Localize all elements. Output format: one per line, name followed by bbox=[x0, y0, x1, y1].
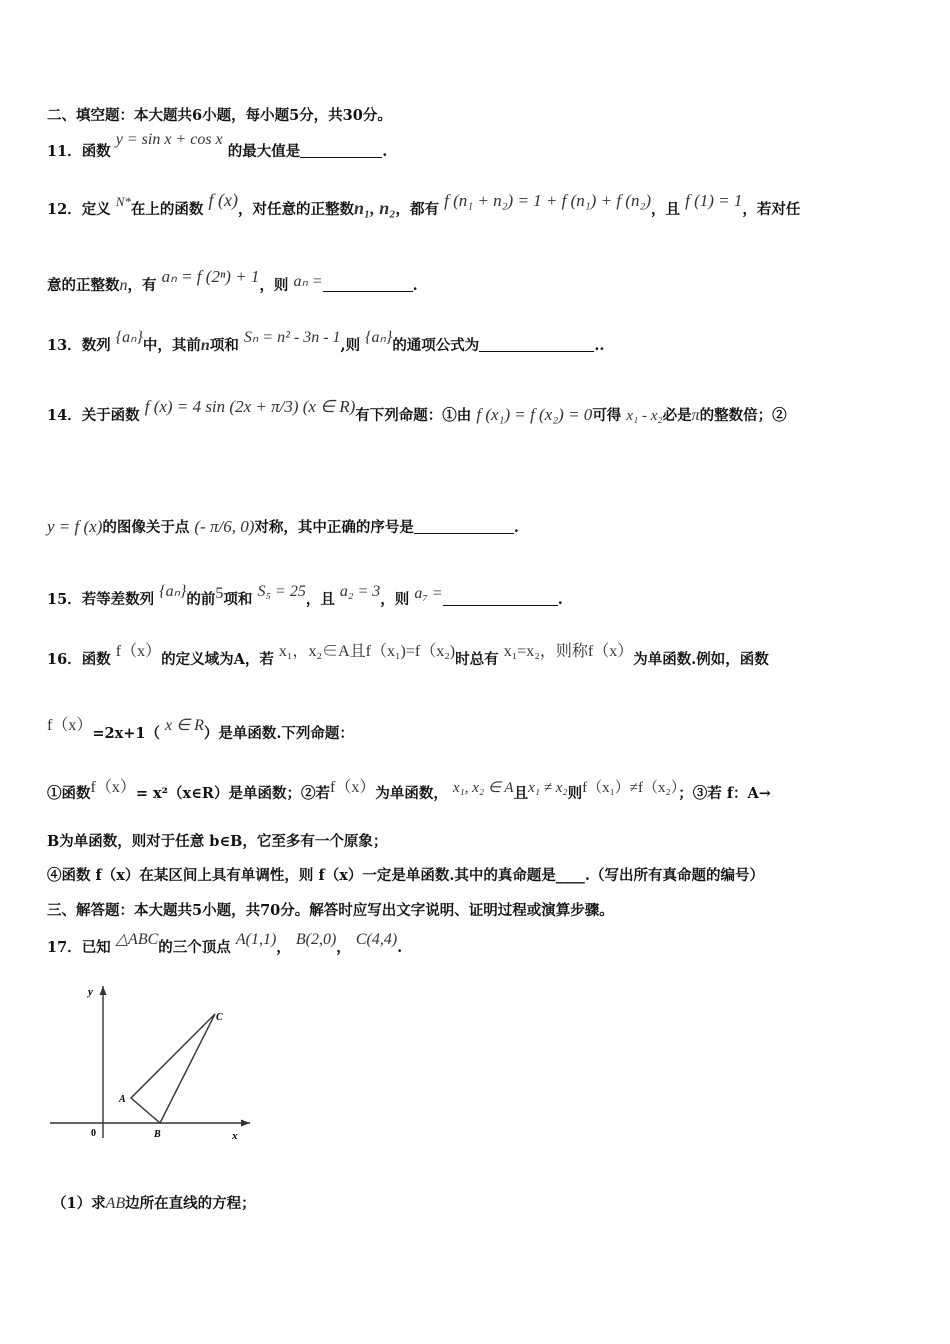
q12-line2-text: 意的正整数 bbox=[47, 277, 120, 294]
question-17-part-1 bbox=[52, 1192, 256, 1213]
q17-point-b: B(2,0) bbox=[295, 931, 337, 948]
question-16-line-3 bbox=[47, 780, 771, 803]
section-3-heading: 三、解答题：本大题共5小题，共70分。解答时应写出文字说明、证明过程或演算步骤。 bbox=[47, 902, 614, 919]
q11-number: 11． bbox=[47, 143, 82, 160]
q12-text-2: 在上的函数 bbox=[130, 201, 204, 218]
q14-function: f (x) = 4 sin (2x + π/3) (x ∈ R) bbox=[144, 397, 356, 416]
q12-n: n bbox=[119, 277, 128, 294]
q12-set: N* bbox=[115, 194, 131, 209]
q14-text-2: 有下列命题：①由 bbox=[355, 407, 472, 424]
question-15 bbox=[47, 583, 563, 609]
q16-text-2: 的定义域为A，若 bbox=[161, 651, 274, 668]
q13-text-2: 中，其前 bbox=[142, 337, 201, 354]
y-axis-arrow bbox=[100, 986, 107, 995]
q13-answer-blank[interactable] bbox=[479, 337, 594, 352]
q16-text-3: 时总有 bbox=[455, 651, 499, 668]
q16-line3-text-5: 则 bbox=[567, 785, 583, 802]
q12-number: 12． bbox=[47, 201, 82, 218]
q12-end: . bbox=[412, 277, 418, 294]
q16-line2-text: ）是单函数.下列命题： bbox=[203, 725, 354, 742]
q12-an: aₙ = bbox=[293, 273, 323, 290]
vertex-b-label: B bbox=[154, 1129, 161, 1140]
q17-part1-ab: AB bbox=[105, 1195, 126, 1212]
q13-n: n bbox=[200, 337, 210, 354]
q14-y-function: y = f (x) bbox=[47, 517, 103, 536]
section-2-heading: 二、填空题：本大题共6小题，每小题5分，共30分。 bbox=[47, 107, 392, 124]
q16-line2-fx: f（x） bbox=[47, 717, 93, 734]
q15-sequence: {aₙ} bbox=[159, 583, 187, 600]
q17-number: 17． bbox=[47, 939, 82, 956]
q16-line3-text-3: 为单函数， bbox=[375, 785, 448, 802]
q17-triangle: △ABC bbox=[115, 931, 159, 948]
q16-line3-text: ①函数 bbox=[47, 785, 91, 802]
q16-line3-fx-2: f（x） bbox=[329, 779, 376, 796]
q15-text-4: ，且 bbox=[305, 591, 335, 608]
q14-answer-blank[interactable] bbox=[414, 519, 514, 534]
q12-text-3: ，对任意的正整数 bbox=[237, 201, 354, 218]
q16-conclusion: x₁=x₂，则称f（x） bbox=[503, 643, 634, 660]
q17-text: 已知 bbox=[81, 939, 111, 956]
q12-function: f (x) bbox=[208, 190, 238, 210]
y-axis-label: y bbox=[88, 986, 93, 998]
question-16-line-4: B为单函数，则对于任意 b∈B，它至多有一个原象； bbox=[47, 833, 388, 850]
q12-text-5: ，且 bbox=[651, 201, 681, 218]
x-axis-arrow bbox=[241, 1120, 250, 1127]
vertex-c-label: C bbox=[216, 1012, 223, 1023]
x-axis-label: x bbox=[232, 1130, 238, 1142]
question-17 bbox=[47, 931, 403, 957]
q14-text: 关于函数 bbox=[81, 407, 140, 424]
q14-text-4: 必是 bbox=[662, 407, 692, 424]
q14-line2-text: 的图像关于点 bbox=[102, 519, 190, 536]
q14-text-3: 可得 bbox=[592, 407, 622, 424]
q14-difference: x₁ - x₂ bbox=[626, 408, 663, 424]
q16-line2-equation: =2x+1（ bbox=[92, 725, 160, 742]
triangle-figure bbox=[45, 978, 260, 1143]
q15-five: 5 bbox=[215, 585, 224, 602]
q14-pi: π bbox=[691, 407, 700, 424]
q13-sum: Sₙ = n² - 3n - 1 bbox=[243, 329, 341, 346]
q11-text-2: 的最大值是 bbox=[227, 143, 301, 160]
q17-part1-text: 边所在直线的方程； bbox=[125, 1195, 256, 1212]
q15-text: 若等差数列 bbox=[81, 591, 155, 608]
q16-text-4: 为单函数.例如，函数 bbox=[633, 651, 769, 668]
q13-number: 13． bbox=[47, 337, 82, 354]
q12-text-6: ，若对任 bbox=[742, 201, 801, 218]
q12-equation: f (n₁ + n₂) = 1 + f (n₁) + f (n₂) bbox=[444, 191, 652, 210]
triangle-abc bbox=[131, 1014, 215, 1123]
q13-end: .. bbox=[594, 337, 605, 354]
q11-formula: y = sin x + cos x bbox=[115, 131, 223, 148]
q16-line3-condition: x₁, x₂ ∈ A bbox=[452, 780, 514, 796]
q17-separator-2: ， bbox=[336, 939, 351, 956]
q16-fx: f（x） bbox=[115, 643, 162, 660]
q14-condition: f (x₁) = f (x₂) = 0 bbox=[476, 405, 593, 424]
question-13 bbox=[47, 329, 605, 355]
question-16-line-2 bbox=[47, 717, 354, 743]
q11-end: . bbox=[382, 143, 388, 160]
q11-text: 函数 bbox=[81, 143, 111, 160]
vertex-a-label: A bbox=[119, 1094, 126, 1105]
q13-text-5: 的通项公式为 bbox=[392, 337, 480, 354]
q16-line3-not-equal-2: f（x₁）≠f（x₂） bbox=[582, 780, 679, 796]
q11-answer-blank[interactable] bbox=[300, 143, 382, 158]
q15-a7: a₇ = bbox=[414, 585, 443, 602]
q12-vars: n₁, n₂ bbox=[353, 198, 396, 218]
q15-a2: a₂ = 3 bbox=[339, 583, 381, 600]
q16-line3-text-6: ；③若 f：A→ bbox=[678, 785, 771, 802]
q14-text-5: 的整数倍；② bbox=[699, 407, 787, 424]
q12-an-definition: aₙ = f (2ⁿ) + 1 bbox=[161, 267, 260, 286]
question-11 bbox=[47, 131, 388, 161]
q17-end: . bbox=[397, 939, 403, 956]
q15-s5: S₅ = 25 bbox=[257, 583, 306, 600]
q12-answer-blank[interactable] bbox=[323, 277, 413, 292]
q17-point-c: C(4,4) bbox=[355, 931, 398, 948]
q13-sequence: {aₙ} bbox=[115, 329, 143, 346]
question-12-line-2 bbox=[47, 267, 418, 295]
q15-text-2: 的前 bbox=[186, 591, 216, 608]
q16-line3-fx: f（x） bbox=[90, 779, 136, 796]
q14-line2-text-2: 对称，其中正确的序号是 bbox=[254, 519, 414, 536]
q15-answer-blank[interactable] bbox=[443, 591, 558, 606]
question-16 bbox=[47, 643, 769, 669]
question-14-line-2 bbox=[47, 516, 519, 537]
q14-point: (- π/6, 0) bbox=[194, 517, 255, 536]
q14-end: . bbox=[513, 519, 519, 536]
q16-text: 函数 bbox=[81, 651, 111, 668]
q12-line2-text-2: ，有 bbox=[127, 277, 157, 294]
q15-text-5: ，则 bbox=[380, 591, 410, 608]
q15-number: 15． bbox=[47, 591, 82, 608]
q16-number: 16． bbox=[47, 651, 82, 668]
q13-text-3: 项和 bbox=[209, 337, 239, 354]
q16-line3-text-2: （x∈R）是单函数；②若 bbox=[168, 785, 330, 802]
q16-line3-not-equal: x₁ ≠ x₂ bbox=[528, 780, 568, 796]
q14-number: 14． bbox=[47, 407, 82, 424]
question-14 bbox=[47, 397, 787, 425]
q12-initial: f (1) = 1 bbox=[685, 191, 743, 210]
q17-point-a: A(1,1) bbox=[235, 931, 277, 948]
origin-label: 0 bbox=[91, 1128, 96, 1139]
q17-part1-number: （1）求 bbox=[52, 1195, 106, 1212]
q13-sequence-2: {aₙ} bbox=[365, 329, 393, 346]
q12-text: 定义 bbox=[81, 201, 111, 218]
q13-text: 数列 bbox=[81, 337, 111, 354]
q16-line3-eq: = x² bbox=[135, 785, 169, 802]
q17-separator: ， bbox=[276, 939, 291, 956]
q12-text-4: ，都有 bbox=[395, 201, 440, 218]
q16-line3-text-4: 且 bbox=[513, 785, 529, 802]
q12-line2-text-3: ，则 bbox=[259, 277, 289, 294]
q16-line2-domain: x ∈ R bbox=[165, 717, 204, 734]
question-12 bbox=[47, 190, 801, 219]
q15-text-3: 项和 bbox=[223, 591, 253, 608]
q16-condition: x₁，x₂∈A且f（x₁)=f（x₂) bbox=[278, 643, 456, 660]
q17-text-2: 的三个顶点 bbox=[158, 939, 231, 956]
question-16-line-5: ④函数 f（x）在某区间上具有单调性，则 f（x）一定是单函数.其中的真命题是____.（写出所有真命题的编号） bbox=[47, 867, 764, 884]
q15-end: . bbox=[557, 591, 563, 608]
q13-text-4: ,则 bbox=[340, 337, 361, 354]
